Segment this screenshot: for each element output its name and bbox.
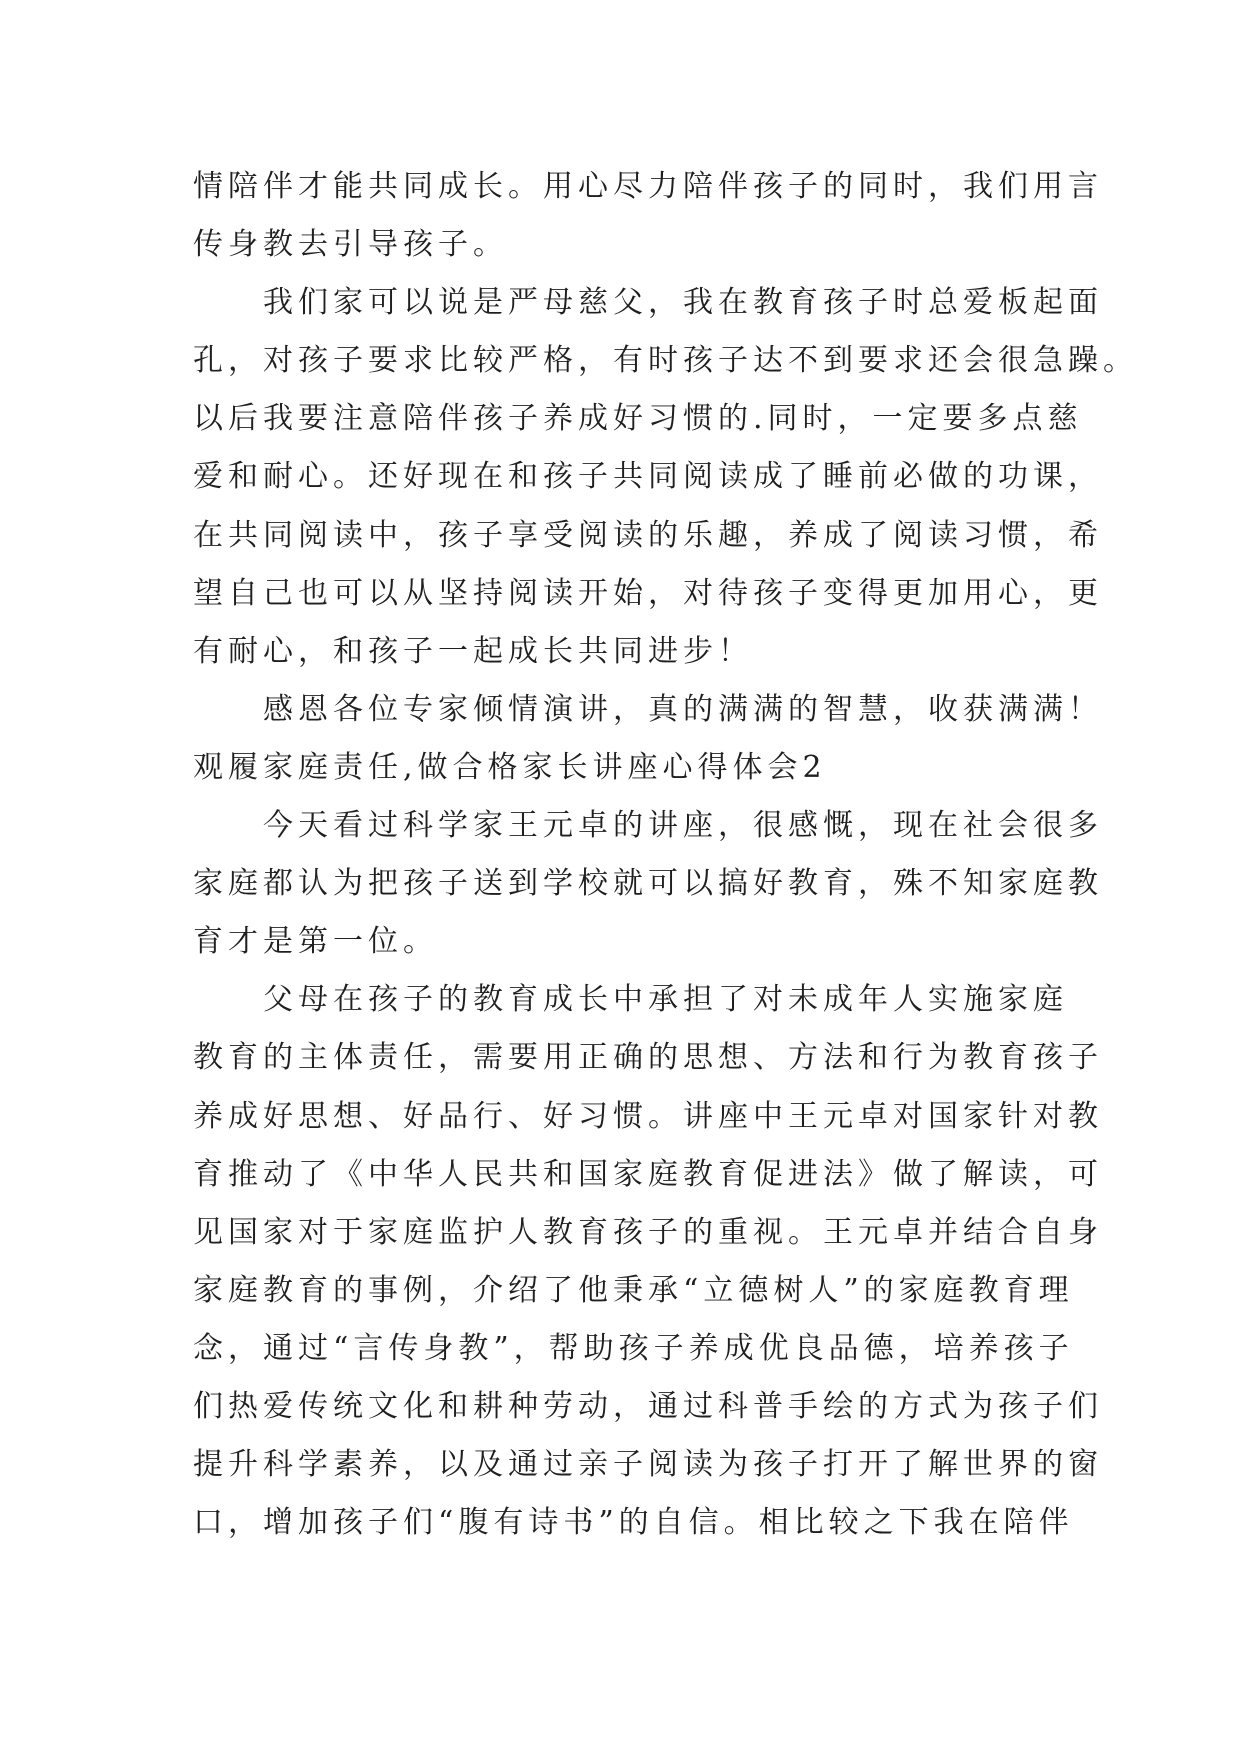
text-line: 念，通过“言传身教”，帮助孩子养成优良品德，培养孩子 — [193, 1330, 1074, 1366]
text-line: 父母在孩子的教育成长中承担了对未成年人实施家庭 — [263, 982, 1068, 1018]
document-body — [193, 158, 1138, 1552]
text-line: 育推动了《中华人民共和国家庭教育促进法》做了解读，可 — [193, 1156, 1103, 1192]
text-line: 观履家庭责任,做合格家长讲座心得体会2 — [193, 749, 827, 785]
text-line: 有耐心，和孩子一起成长共同进步！ — [193, 633, 753, 669]
text-line: 家庭都认为把孩子送到学校就可以搞好教育，殊不知家庭教 — [193, 866, 1103, 902]
text-line: 我们家可以说是严母慈父，我在教育孩子时总爱板起面 — [263, 285, 1103, 321]
text-line: 口，增加孩子们“腹有诗书”的自信。相比较之下我在陪伴 — [193, 1505, 1074, 1541]
text-line: 望自己也可以从坚持阅读开始，对待孩子变得更加用心，更 — [193, 575, 1103, 611]
text-line: 孔，对孩子要求比较严格，有时孩子达不到要求还会很急躁。 — [193, 343, 1138, 379]
text-line: 教育的主体责任，需要用正确的思想、方法和行为教育孩子 — [193, 1040, 1103, 1076]
text-line: 今天看过科学家王元卓的讲座，很感慨，现在社会很多 — [263, 808, 1103, 844]
text-line: 养成好思想、好品行、好习惯。讲座中王元卓对国家针对教 — [193, 1098, 1103, 1134]
text-line: 感恩各位专家倾情演讲，真的满满的智慧，收获满满！ — [263, 691, 1103, 727]
text-line: 提升科学素养，以及通过亲子阅读为孩子打开了解世界的窗 — [193, 1447, 1103, 1483]
text-line: 传身教去引导孩子。 — [193, 227, 508, 263]
text-line: 在共同阅读中，孩子享受阅读的乐趣，养成了阅读习惯，希 — [193, 517, 1103, 553]
text-line: 们热爱传统文化和耕种劳动，通过科普手绘的方式为孩子们 — [193, 1388, 1103, 1424]
text-line: 情陪伴才能共同成长。用心尽力陪伴孩子的同时，我们用言 — [193, 169, 1103, 204]
text-line: 爱和耐心。还好现在和孩子共同阅读成了睡前必做的功课， — [193, 459, 1103, 495]
text-line: 见国家对于家庭监护人教育孩子的重视。王元卓并结合自身 — [193, 1214, 1103, 1250]
text-line: 家庭教育的事例，介绍了他秉承“立德树人”的家庭教育理 — [193, 1272, 1074, 1308]
text-line: 以后我要注意陪伴孩子养成好习惯的.同时，一定要多点慈 — [193, 401, 1083, 437]
text-line: 育才是第一位。 — [193, 924, 438, 960]
